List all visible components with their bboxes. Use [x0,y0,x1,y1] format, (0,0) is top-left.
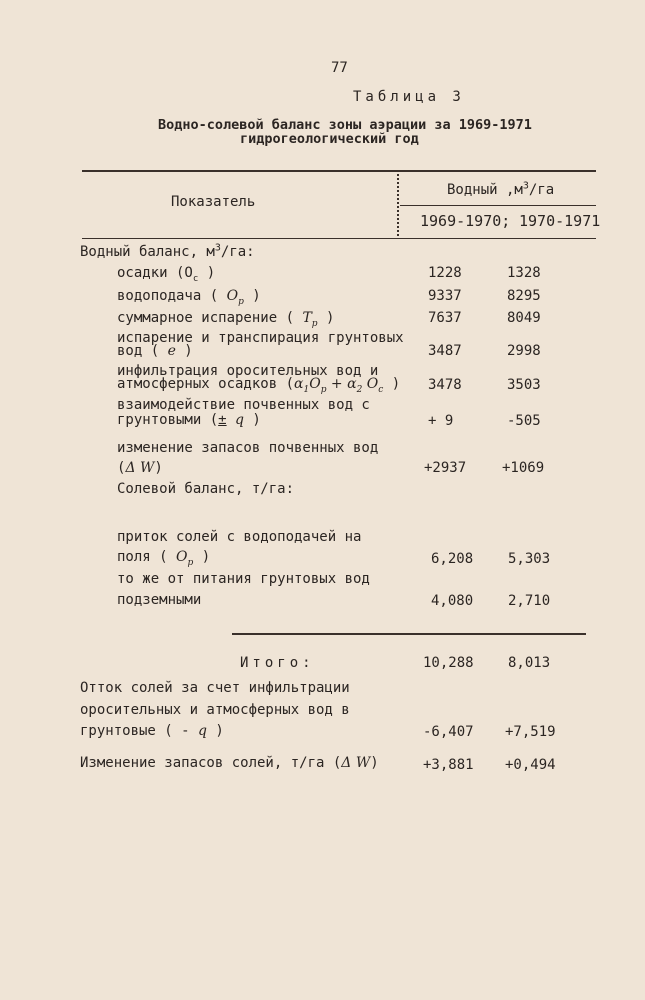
title-water-group-text [447,182,557,198]
total-1970: 8,013 [508,655,551,671]
table-label: Таблица 3 [353,89,465,105]
value-1970: 8049 [507,310,541,326]
row-label-cont: грунтовыми (± q ) [117,412,261,428]
page-number: 77 [331,60,348,76]
total-rule [232,633,586,635]
salt-section-heading: Солевой баланс, т/га: [117,481,295,497]
change-label-text [80,755,367,771]
value-1969: 6,208 [431,551,474,567]
value-1969: 7637 [428,310,462,326]
value-1969: +2937 [424,460,467,476]
outflow-line3: грунтовые ( - q ) [80,723,224,739]
value-1970: 3503 [507,377,541,393]
row-label-vod [117,343,193,359]
row-label: суммарное испарение ( $T_p$ ) [117,310,335,329]
row-label: осадки ($O_c$ ) [117,265,216,284]
row-label: то же от питания грунтовых вод [117,571,370,587]
row-label-polya [117,549,211,568]
value-1970: 5,303 [508,551,551,567]
outflow-1969: -6,407 [423,724,474,740]
value-1970: -505 [507,413,541,429]
change-1969: +3,881 [423,757,474,773]
row-label: инфильтрация оросительных вод и [117,363,379,379]
water-section-heading: Водный баланс, $м^3/га$: [80,242,255,260]
outflow-line3-text [80,723,223,739]
row-label-grunt [117,412,260,428]
total-label: Итого: [240,655,315,671]
header-bottom-rule [82,238,596,239]
header-col2: 1970-1971 [519,212,601,230]
value-1970: 8295 [507,288,541,304]
value-1969: 3487 [428,343,462,359]
row-label: приток солей с водоподачей на [117,529,362,545]
value-1969: 4,080 [431,593,474,609]
header-group-rule [400,205,596,206]
value-1969: 9337 [428,288,462,304]
row-label-vodopodacha [117,288,261,307]
value-1970: 1328 [507,265,541,281]
row-label-cont: атмосферных осадков ($\alpha_1O_p + \alpha_2$ $O_c$ ) [117,376,401,395]
header-col1: 1969-1970; [420,212,511,230]
value-1970: 2,710 [508,593,551,609]
row-label-dw [117,460,151,476]
row-label-cont: подземными [117,592,202,608]
row-label: взаимодействие почвенных вод с [117,397,370,413]
row-label-isparenie [117,310,336,329]
row-label-cont: вод ( e ) [117,343,193,359]
row-label-cont: (Δ W) [117,460,163,476]
outflow-line1: Отток солей за счет инфильтрации [80,680,350,696]
value-1969: + 9 [428,413,454,429]
value-1970: 2998 [507,343,541,359]
value-1969: 1228 [428,265,462,281]
water-section-text [80,244,257,260]
row-label-atm [117,376,404,395]
table-title-line2: гидрогеологический год [240,131,419,147]
value-1970: +1069 [502,460,545,476]
header-water-group: Водный $,м^3/га$ [447,180,555,198]
table-title-line1: Водно-солевой баланс зоны аэрации за 1969-1971 [158,117,532,133]
header-dotted-divider [397,174,399,236]
row-label: изменение запасов почвенных вод [117,440,379,456]
header-indicator: Показатель [171,194,256,210]
change-label: Изменение запасов солей, т/га (Δ W) [80,755,379,771]
top-rule [82,170,596,172]
row-label: водоподача ( $O_p$ ) [117,288,261,307]
row-label-cont: поля ( $O_p$ ) [117,549,211,568]
row-label-osadki [117,265,218,284]
total-1969: 10,288 [423,655,474,671]
outflow-line2: оросительных и атмосферных вод в [80,702,350,718]
value-1969: 3478 [428,377,462,393]
change-1970: +0,494 [505,757,556,773]
row-label: испарение и транспирация грунтовых [117,330,404,346]
outflow-1970: +7,519 [505,724,556,740]
